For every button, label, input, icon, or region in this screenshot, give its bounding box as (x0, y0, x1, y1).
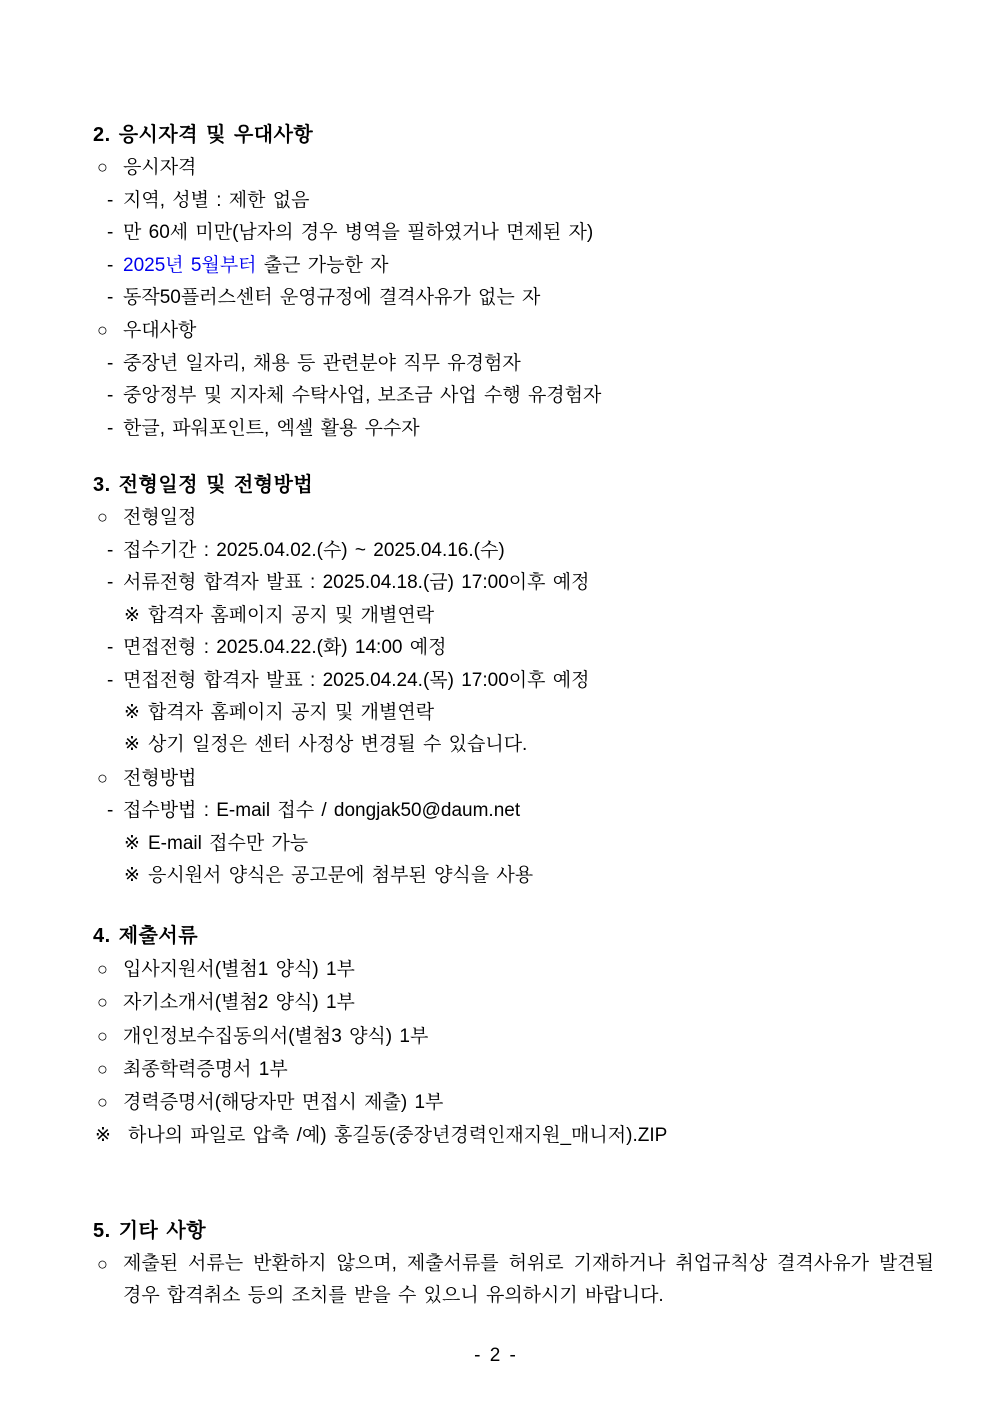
text-segment: 한글, 파워포인트, 엑셀 활용 우수자 (123, 417, 420, 439)
list-item (0, 535, 992, 567)
list-item-text (123, 1087, 443, 1119)
list-item (0, 795, 992, 827)
list-item-text (123, 567, 589, 599)
dash-bullet: - (107, 572, 114, 594)
list-item-text (148, 860, 533, 892)
list-item-text (123, 1054, 288, 1086)
text-segment: 동작50플러스센터 운영규정에 결격사유가 없는 자 (123, 287, 541, 309)
text-segment: 출근 가능한 자 (256, 254, 389, 276)
list-item (0, 762, 992, 795)
text-segment: 응시자격 (123, 157, 197, 179)
list-item (0, 986, 992, 1019)
list-item (0, 282, 992, 314)
list-item-text (123, 1021, 428, 1053)
reference-mark: ※ (124, 701, 140, 723)
circle-bullet: ○ (97, 507, 108, 528)
list-item (0, 413, 992, 445)
section (0, 469, 992, 892)
circle-bullet: ○ (97, 157, 108, 178)
section-title: 5. 기타 사항 (93, 1220, 207, 1243)
circle-bullet: ○ (97, 320, 108, 341)
reference-mark: ※ (124, 864, 140, 886)
list-item (0, 1248, 992, 1313)
circle-bullet: ○ (97, 1058, 108, 1079)
list-item-text (148, 828, 308, 860)
list-item-text (123, 987, 355, 1019)
list-item (0, 250, 992, 282)
list-item-text (123, 1248, 934, 1313)
dash-bullet: - (107, 254, 114, 276)
text-segment: 응시원서 양식은 공고문에 첨부된 양식을 사용 (148, 864, 534, 886)
dash-bullet: - (107, 637, 114, 659)
section-title: 2. 응시자격 및 우대사항 (93, 124, 314, 146)
section (0, 920, 992, 1152)
list-item (0, 1120, 992, 1152)
list-item (0, 729, 992, 761)
list-item (0, 665, 992, 697)
list-item-text (128, 1120, 667, 1152)
list-item (0, 1053, 992, 1086)
list-item-text (123, 185, 310, 217)
list-item-text (123, 954, 355, 986)
list-item-text (148, 600, 434, 632)
text-segment: 자기소개서(별첨2 양식) 1부 (123, 992, 355, 1014)
reference-mark: ※ (124, 604, 140, 626)
list-item-text (123, 250, 389, 282)
text-segment: 중장년 일자리, 채용 등 관련분야 직무 유경험자 (123, 352, 521, 374)
list-item (0, 600, 992, 632)
text-segment: 만 60세 미만(남자의 경우 병역을 필하였거나 면제된 자) (123, 222, 594, 244)
list-item-text (123, 413, 420, 445)
highlighted-text: 2025년 5월부터 (123, 254, 257, 276)
list-item-text (123, 535, 505, 567)
text-segment: 합격자 홈페이지 공지 및 개별연락 (148, 604, 435, 626)
text-segment: 상기 일정은 센터 사정상 변경될 수 있습니다. (148, 734, 528, 756)
reference-mark: ※ (124, 832, 140, 854)
text-segment: 서류전형 합격자 발표 : 2025.04.18.(금) 17:00이후 예정 (123, 572, 590, 594)
list-item (0, 185, 992, 217)
reference-mark: ※ (124, 734, 140, 756)
text-segment: 최종학력증명서 1부 (123, 1058, 288, 1080)
dash-bullet: - (107, 385, 114, 407)
list-item-text (148, 729, 527, 761)
dash-bullet: - (107, 417, 114, 439)
list-item (0, 1086, 992, 1119)
text-segment: 개인정보수집동의서(별첨3 양식) 1부 (123, 1025, 429, 1047)
dash-bullet: - (107, 352, 114, 374)
list-item (0, 567, 992, 599)
text-segment: 면접전형 : 2025.04.22.(화) 14:00 예정 (123, 637, 447, 659)
section-title: 3. 전형일정 및 전형방법 (93, 474, 314, 497)
text-segment: 입사지원서(별첨1 양식) 1부 (123, 958, 355, 980)
section-title: 4. 제출서류 (93, 925, 199, 948)
list-item (0, 828, 992, 860)
text-segment: 제출된 서류는 반환하지 않으며, 제출서류를 허위로 기재하거나 취업규칙상 결격사유가 발견될 경우 합격취소 등의 조치를 받을 수 있으니 유의하시기 바랍니다. (123, 1252, 934, 1306)
list-item-text (123, 502, 196, 534)
text-segment: E-mail 접수만 가능 (148, 832, 309, 854)
list-item (0, 314, 992, 347)
list-item (0, 151, 992, 184)
circle-bullet: ○ (97, 1253, 108, 1274)
circle-bullet: ○ (97, 767, 108, 788)
dash-bullet: - (107, 287, 114, 309)
list-item-text (123, 217, 593, 249)
circle-bullet: ○ (97, 992, 108, 1013)
text-segment: 접수방법 : E-mail 접수 / dongjak50@daum.net (123, 800, 521, 822)
text-segment: 하나의 파일로 압축 /예) 홍길동(중장년경력인재지원_매니저).ZIP (128, 1124, 668, 1146)
list-item-text (123, 795, 520, 827)
text-segment: 면접전형 합격자 발표 : 2025.04.24.(목) 17:00이후 예정 (123, 669, 590, 691)
list-item (0, 953, 992, 986)
text-segment: 지역, 성별 : 제한 없음 (123, 189, 310, 211)
list-item-text (123, 632, 446, 664)
list-item-text (123, 348, 521, 380)
text-segment: 전형방법 (123, 767, 197, 789)
list-item (0, 697, 992, 729)
dash-bullet: - (107, 539, 114, 561)
list-item (0, 348, 992, 380)
text-segment: 합격자 홈페이지 공지 및 개별연락 (148, 701, 435, 723)
circle-bullet: ○ (97, 1025, 108, 1046)
list-item-text (123, 763, 196, 795)
text-segment: 경력증명서(해당자만 면접시 제출) 1부 (123, 1092, 444, 1114)
list-item (0, 380, 992, 412)
list-item-text (123, 152, 196, 184)
circle-bullet: ○ (97, 958, 108, 979)
dash-bullet: - (107, 222, 114, 244)
section (0, 1215, 992, 1312)
text-segment: 접수기간 : 2025.04.02.(수) ~ 2025.04.16.(수) (123, 539, 505, 561)
text-segment: 우대사항 (123, 320, 197, 342)
dash-bullet: - (107, 189, 114, 211)
list-item-text (123, 665, 589, 697)
dash-bullet: - (107, 669, 114, 691)
section (0, 119, 992, 445)
list-item (0, 632, 992, 664)
list-item-text (148, 697, 434, 729)
circle-bullet: ○ (97, 1092, 108, 1113)
page-number: - 2 - (474, 1345, 518, 1367)
text-segment: 전형일정 (123, 507, 197, 529)
reference-mark: ※ (95, 1124, 111, 1146)
list-item (0, 217, 992, 249)
dash-bullet: - (107, 800, 114, 822)
list-item-text (123, 315, 196, 347)
list-item (0, 860, 992, 892)
list-item-text (123, 282, 540, 314)
list-item (0, 501, 992, 534)
text-segment: 중앙정부 및 지자체 수탁사업, 보조금 사업 수행 유경험자 (123, 385, 602, 407)
list-item-text (123, 380, 601, 412)
list-item (0, 1020, 992, 1053)
